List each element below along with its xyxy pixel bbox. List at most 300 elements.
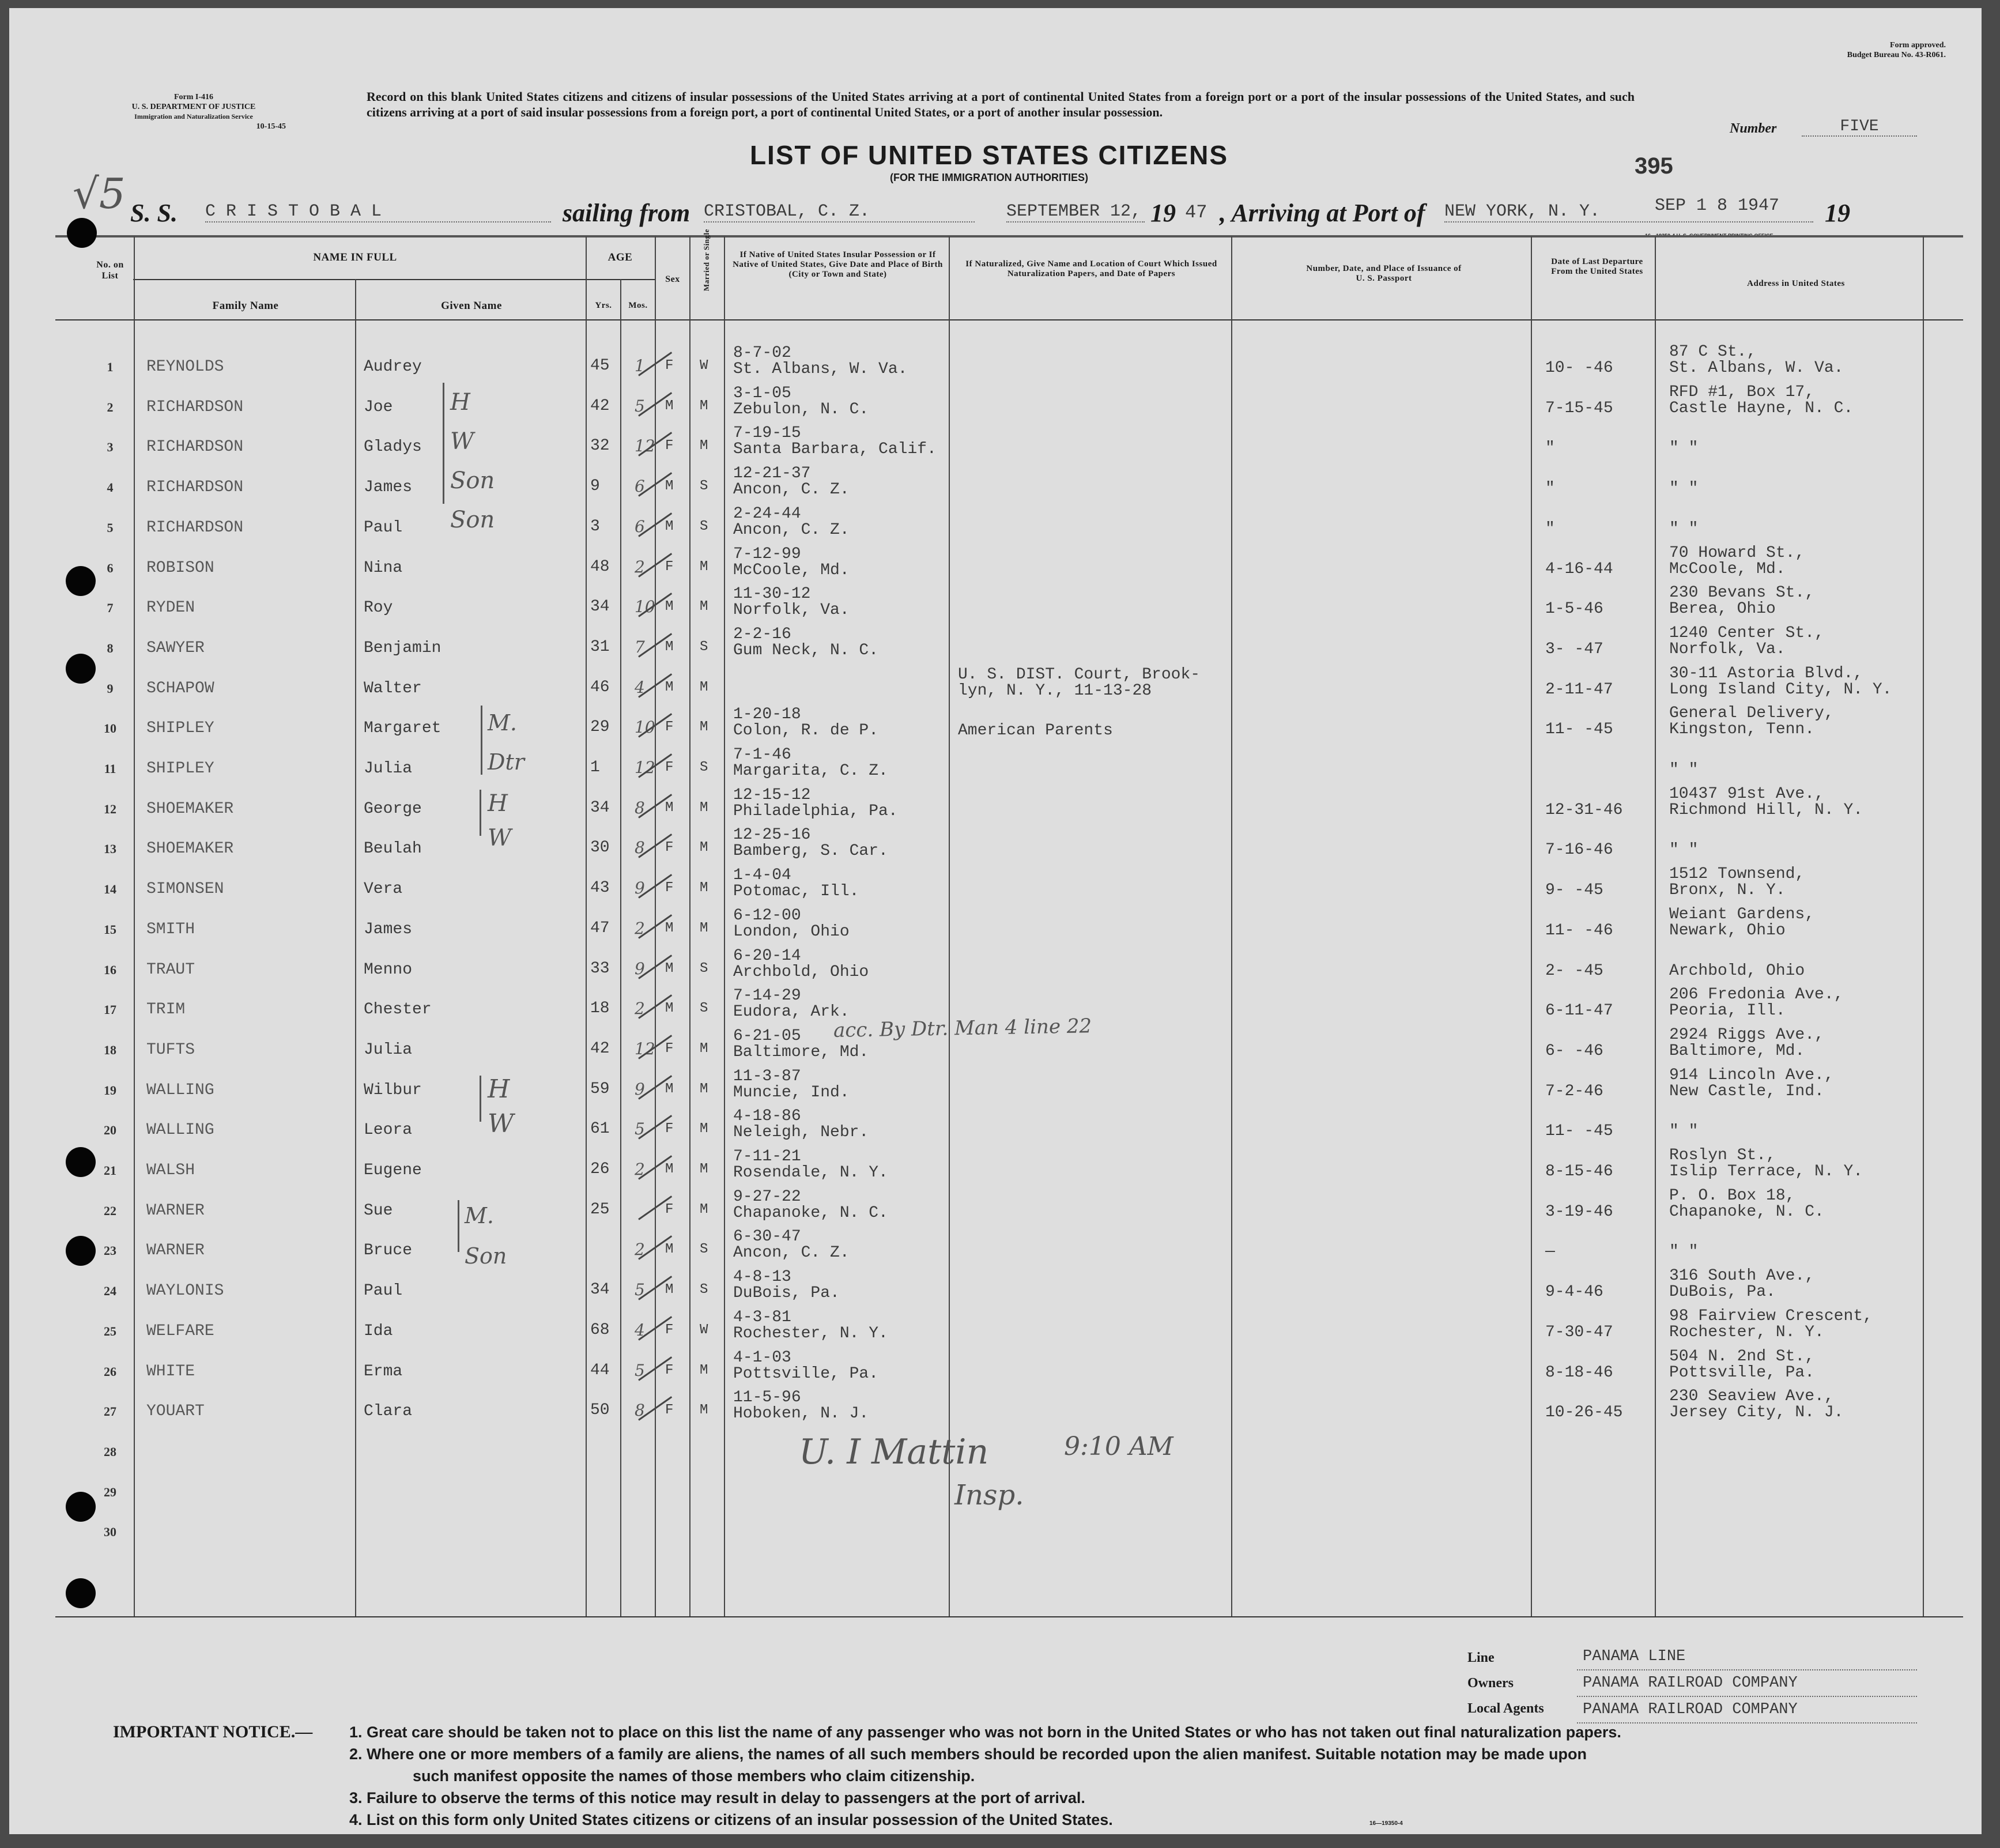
- age-months: 2: [635, 557, 645, 576]
- given-name: Roy: [364, 599, 393, 617]
- address-line-2: Berea, Ohio: [1669, 600, 1776, 618]
- birth-place: Norfolk, Va.: [733, 601, 850, 619]
- bracket-line: [443, 383, 444, 504]
- agents-label: Local Agents: [1467, 1701, 1544, 1716]
- birth-place: Archbold, Ohio: [733, 963, 869, 981]
- family-name: WHITE: [146, 1363, 195, 1381]
- sailing-date: SEPTEMBER 12,: [1006, 202, 1145, 222]
- birth-place: Muncie, Ind.: [733, 1084, 850, 1102]
- address-line-2: Newark, Ohio: [1669, 922, 1786, 940]
- birth-place: Neleigh, Nebr.: [733, 1123, 869, 1141]
- inspection-time: 9:10 AM: [1064, 1432, 1173, 1461]
- age-years: 42: [590, 1040, 610, 1058]
- family-name: TRIM: [146, 1001, 186, 1019]
- address-line-2: Baltimore, Md.: [1669, 1042, 1805, 1060]
- address-line-2: Bronx, N. Y.: [1669, 881, 1786, 899]
- page-title: LIST OF UNITED STATES CITIZENS: [749, 140, 1229, 170]
- age-years: 29: [590, 718, 610, 736]
- sex: M: [665, 1161, 674, 1177]
- address-line-2: " ": [1669, 1243, 1699, 1261]
- family-name: WALLING: [146, 1081, 214, 1099]
- given-name: Menno: [364, 961, 413, 979]
- row-number: 14: [104, 882, 116, 896]
- address-line-1: 206 Fredonia Ave.,: [1669, 986, 1844, 1004]
- age-months: 5: [635, 1119, 645, 1138]
- row-number: 6: [107, 561, 114, 575]
- given-name: Erma: [364, 1363, 403, 1381]
- mark-dtr: Dtr: [488, 749, 524, 775]
- marital-status: S: [700, 478, 708, 494]
- birth-place: McCoole, Md.: [733, 561, 850, 579]
- age-years: 61: [590, 1120, 610, 1138]
- given-name: Gladys: [364, 438, 422, 456]
- agents-value: PANAMA RAILROAD COMPANY: [1577, 1697, 1917, 1723]
- sex: F: [665, 840, 674, 855]
- family-name: TUFTS: [146, 1041, 195, 1059]
- form-service: Immigration and Naturalization Service: [134, 112, 253, 120]
- birth-date: 2-2-16: [733, 625, 791, 643]
- birth-date: 11-3-87: [733, 1068, 801, 1085]
- given-name: James: [364, 921, 413, 938]
- last-departure: 9-4-46: [1545, 1283, 1603, 1301]
- birth-place: Pottsville, Pa.: [733, 1365, 879, 1383]
- sex: F: [665, 438, 674, 454]
- last-departure: 4-16-44: [1545, 560, 1613, 578]
- notice-3: 3. Failure to observe the terms of this notice may result in delay to passengers at the port of arrival.: [349, 1789, 1085, 1806]
- naturalization: American Parents: [958, 722, 1113, 740]
- address-line-2: Jersey City, N. J.: [1669, 1404, 1844, 1421]
- header-passport: Number, Date, and Place of Issuance of U. S. Passport: [1306, 264, 1462, 283]
- birth-date: 12-25-16: [733, 826, 811, 844]
- marital-status: M: [700, 1081, 708, 1097]
- given-name: Walter: [364, 680, 422, 697]
- birth-date: 9-27-22: [733, 1188, 801, 1206]
- age-years: 43: [590, 879, 610, 897]
- sex: F: [665, 1363, 674, 1378]
- address-line-2: St. Albans, W. Va.: [1669, 359, 1844, 377]
- marital-status: M: [700, 1041, 708, 1057]
- mark-h: H: [488, 1074, 510, 1104]
- birth-date: 7-11-21: [733, 1148, 801, 1166]
- given-name: Beulah: [364, 840, 422, 858]
- given-name: Nina: [364, 559, 403, 577]
- sex: F: [665, 559, 674, 575]
- row-number: 25: [104, 1324, 116, 1338]
- family-name: RICHARDSON: [146, 519, 244, 537]
- row-number: 22: [104, 1204, 116, 1218]
- marital-status: S: [700, 1242, 708, 1257]
- ship-name: C R I S T O B A L: [205, 202, 551, 222]
- marital-status: M: [700, 1363, 708, 1378]
- age-years: 30: [590, 839, 610, 857]
- header-native: If Native of United States Insular Possession or If Native of United States, Give Date and Place of Birth (City or Town and State): [733, 250, 943, 279]
- mark-m: M.: [488, 710, 517, 736]
- last-departure: ": [1545, 439, 1555, 457]
- age-years: 3: [590, 518, 600, 535]
- last-departure: 3- -47: [1545, 640, 1603, 658]
- row-number: 29: [104, 1485, 116, 1499]
- row-number: 11: [104, 761, 116, 776]
- marital-status: M: [700, 840, 708, 855]
- last-departure: 7-15-45: [1545, 399, 1613, 417]
- age-years: 46: [590, 678, 610, 696]
- marital-status: M: [700, 1161, 708, 1177]
- row-number: 28: [104, 1445, 116, 1459]
- shoemaker-relations: [488, 786, 511, 855]
- last-departure: —: [1545, 1243, 1555, 1261]
- age-months: 8: [635, 1401, 645, 1420]
- birth-place: Ancon, C. Z.: [733, 1244, 850, 1262]
- last-departure: 7-16-46: [1545, 841, 1613, 859]
- age-years: 34: [590, 1281, 610, 1299]
- birth-date: 6-12-00: [733, 907, 801, 925]
- walling-relations: [488, 1072, 514, 1141]
- sex: M: [665, 639, 674, 655]
- address-line-1: RFD #1, Box 17,: [1669, 383, 1815, 401]
- age-months: 2: [635, 999, 645, 1018]
- given-name: Julia: [364, 760, 413, 778]
- last-departure: 12-31-46: [1545, 801, 1623, 819]
- col-divider-passport: [1531, 236, 1532, 1616]
- mark-son: Son: [465, 1243, 507, 1269]
- age-years: 32: [590, 437, 610, 455]
- birth-date: 7-12-99: [733, 545, 801, 563]
- address-line-1: Roslyn St.,: [1669, 1146, 1776, 1164]
- address-line-2: " ": [1669, 480, 1699, 497]
- inspector-title: Insp.: [954, 1479, 1024, 1511]
- mark-m: M.: [465, 1203, 494, 1228]
- bracket-line: [481, 706, 482, 775]
- col-divider-ms: [724, 236, 725, 1616]
- family-name: RICHARDSON: [146, 438, 244, 456]
- address-line-1: 87 C St.,: [1669, 343, 1757, 361]
- binder-hole: [66, 1236, 96, 1266]
- birth-place: Santa Barbara, Calif.: [733, 440, 937, 458]
- address-line-1: Weiant Gardens,: [1669, 906, 1815, 923]
- header-yrs: Yrs.: [595, 301, 612, 310]
- row-number: 23: [104, 1243, 116, 1258]
- marital-status: M: [700, 1402, 708, 1418]
- row-number: 8: [107, 641, 114, 655]
- departure-port: CRISTOBAL, C. Z.: [704, 202, 975, 222]
- row-number: 2: [107, 400, 114, 414]
- warner-relations: [465, 1195, 507, 1276]
- age-months: 12: [635, 758, 655, 777]
- sex: M: [665, 478, 674, 494]
- header-given-name: Given Name: [441, 300, 502, 312]
- header-married-single: Married or Single: [702, 229, 711, 291]
- birth-date: 1-20-18: [733, 706, 801, 723]
- owners-value: PANAMA RAILROAD COMPANY: [1577, 1670, 1917, 1697]
- sex: M: [665, 1001, 674, 1016]
- sex: M: [665, 519, 674, 534]
- age-years: 44: [590, 1362, 610, 1379]
- last-departure: 11- -45: [1545, 1122, 1613, 1140]
- address-line-2: Chapanoke, N. C.: [1669, 1203, 1824, 1221]
- address-line-1: 70 Howard St.,: [1669, 544, 1805, 562]
- manifest-sheet: [9, 8, 1982, 1834]
- row-number: 3: [107, 440, 114, 454]
- sex: M: [665, 921, 674, 936]
- address-line-1: 2924 Riggs Ave.,: [1669, 1026, 1824, 1044]
- row-number: 7: [107, 601, 114, 615]
- marital-status: S: [700, 961, 708, 976]
- row-number: 13: [104, 842, 116, 856]
- given-name: Ida: [364, 1322, 393, 1340]
- col-divider-yrs: [620, 279, 621, 1616]
- last-departure: 8-18-46: [1545, 1364, 1613, 1382]
- col-divider-address: [1923, 236, 1924, 1616]
- address-line-1: 98 Fairview Crescent,: [1669, 1307, 1873, 1325]
- row-number: 9: [107, 681, 114, 696]
- approval-text: Form approved.: [1890, 41, 1946, 50]
- age-years: 50: [590, 1401, 610, 1419]
- sex: F: [665, 1041, 674, 1057]
- check-mark-hand: √5: [73, 169, 126, 218]
- birth-place: Baltimore, Md.: [733, 1043, 869, 1061]
- age-years: 25: [590, 1201, 610, 1219]
- mark-son: Son: [450, 507, 495, 533]
- binder-hole: [66, 1147, 96, 1177]
- birth-place: Eudora, Ark.: [733, 1003, 850, 1021]
- naturalization-2: lyn, N. Y., 11-13-28: [958, 682, 1152, 700]
- budget-text: Budget Bureau No. 43-R061.: [1847, 51, 1946, 59]
- family-name: SHOEMAKER: [146, 840, 234, 858]
- notice-2a: 2. Where one or more members of a family are aliens, the names of all such members should be recorded upon the alien manifest. Suitable notation may be made upon: [349, 1745, 1587, 1763]
- marital-status: M: [700, 438, 708, 454]
- address-line-2: Islip Terrace, N. Y.: [1669, 1163, 1863, 1181]
- notice-2b: such manifest opposite the names of those members who claim citizenship.: [413, 1767, 975, 1785]
- birth-place: St. Albans, W. Va.: [733, 360, 908, 378]
- row-number: 21: [104, 1163, 116, 1178]
- birth-place: Philadelphia, Pa.: [733, 802, 898, 820]
- sailing-label: sailing from: [563, 199, 690, 227]
- header-name-in-full: NAME IN FULL: [313, 251, 397, 263]
- birth-date: 3-1-05: [733, 384, 791, 402]
- marital-status: M: [700, 921, 708, 936]
- last-departure: ": [1545, 480, 1555, 497]
- address-line-1: 504 N. 2nd St.,: [1669, 1348, 1815, 1366]
- last-departure: 1-5-46: [1545, 600, 1603, 618]
- given-name: Audrey: [364, 358, 422, 376]
- row-number: 5: [107, 521, 114, 535]
- col-divider-native: [949, 236, 950, 1616]
- address-line-2: " ": [1669, 841, 1699, 859]
- sex: F: [665, 358, 674, 374]
- arriving-label: , Arriving at Port of: [1220, 199, 1425, 227]
- address-line-1: 230 Bevans St.,: [1669, 584, 1815, 602]
- row-number: 15: [104, 922, 116, 937]
- age-years: 59: [590, 1080, 610, 1098]
- mark-h: H: [450, 389, 470, 416]
- family-name: RICHARDSON: [146, 478, 244, 496]
- number-value: FIVE: [1802, 118, 1917, 137]
- row-number: 1: [107, 360, 114, 374]
- age-years: 26: [590, 1160, 610, 1178]
- family-name: WALSH: [146, 1161, 195, 1179]
- mark-h: H: [488, 790, 508, 817]
- address-line-2: Archbold, Ohio: [1669, 962, 1805, 980]
- shipley-relations: [488, 703, 524, 782]
- age-years: 47: [590, 919, 610, 937]
- age-months: 6: [635, 477, 645, 496]
- family-name: YOUART: [146, 1402, 205, 1420]
- given-name: Bruce: [364, 1242, 413, 1259]
- line-label: Line: [1467, 1650, 1495, 1665]
- row-number: 20: [104, 1123, 116, 1137]
- address-line-1: 30-11 Astoria Blvd.,: [1669, 665, 1863, 682]
- header-bottom-border: [55, 319, 1963, 320]
- marital-status: W: [700, 358, 708, 374]
- birth-place: Ancon, C. Z.: [733, 521, 850, 539]
- last-departure: 2-11-47: [1545, 681, 1613, 699]
- address-line-1: 1240 Center St.,: [1669, 624, 1824, 642]
- last-departure: 7-30-47: [1545, 1323, 1613, 1341]
- sex: M: [665, 1242, 674, 1257]
- family-name: SMITH: [146, 921, 195, 938]
- marital-status: M: [700, 1121, 708, 1137]
- arrival-port: NEW YORK, N. Y.: [1444, 202, 1813, 222]
- last-departure: 8-15-46: [1545, 1163, 1613, 1181]
- birth-date: 4-3-81: [733, 1308, 791, 1326]
- row-number: 18: [104, 1043, 116, 1057]
- address-line-2: Kingston, Tenn.: [1669, 721, 1815, 738]
- notice-1: 1. Great care should be taken not to place on this list the name of any passenger who was not born in the United States or who has not taken out final naturalization papers.: [349, 1723, 1621, 1741]
- number-label: Number: [1730, 121, 1777, 136]
- address-line-1: 316 South Ave.,: [1669, 1267, 1815, 1285]
- given-name: Eugene: [364, 1161, 422, 1179]
- table-bottom-border: [55, 1616, 1963, 1617]
- family-name: REYNOLDS: [146, 358, 224, 376]
- family-name: SHOEMAKER: [146, 800, 234, 818]
- bracket-line: [458, 1200, 459, 1252]
- age-years: 9: [590, 477, 600, 495]
- given-name: James: [364, 478, 413, 496]
- birth-place: Margarita, C. Z.: [733, 762, 888, 780]
- age-months: 10: [635, 597, 655, 616]
- sex: F: [665, 1402, 674, 1418]
- header-no-on-list: No. on List: [96, 260, 124, 281]
- form-date: 10-15-45: [256, 122, 286, 131]
- bracket-line: [480, 790, 481, 836]
- given-name: Margaret: [364, 719, 441, 737]
- row-number: 24: [104, 1284, 116, 1298]
- birth-date: 4-8-13: [733, 1268, 791, 1286]
- last-departure: 3-19-46: [1545, 1203, 1613, 1221]
- given-name: Sue: [364, 1202, 393, 1220]
- line-value: PANAMA LINE: [1577, 1644, 1917, 1670]
- age-months: 4: [635, 678, 645, 697]
- header-family-name: Family Name: [212, 300, 279, 312]
- age-years: 34: [590, 799, 610, 817]
- sex: F: [665, 880, 674, 896]
- marital-status: S: [700, 1001, 708, 1016]
- address-line-1: 230 Seaview Ave.,: [1669, 1387, 1834, 1405]
- marital-status: S: [700, 1282, 708, 1298]
- given-name: Paul: [364, 1282, 403, 1300]
- age-years: 33: [590, 960, 610, 978]
- birth-place: Ancon, C. Z.: [733, 481, 850, 499]
- birth-place: Potomac, Ill.: [733, 882, 859, 900]
- col-divider-no: [134, 236, 135, 1616]
- age-months: 10: [635, 718, 655, 737]
- birth-date: 11-5-96: [733, 1389, 801, 1406]
- last-departure: 11- -45: [1545, 721, 1613, 738]
- last-departure: 2- -45: [1545, 962, 1603, 980]
- age-years: 45: [590, 357, 610, 375]
- row-number: 30: [104, 1525, 116, 1539]
- marital-status: M: [700, 398, 708, 414]
- family-name: TRAUT: [146, 961, 195, 979]
- birth-date: 7-1-46: [733, 746, 791, 764]
- family-name: SCHAPOW: [146, 680, 214, 697]
- birth-date: 11-30-12: [733, 585, 811, 603]
- age-years: 48: [590, 558, 610, 576]
- address-line-2: " ": [1669, 761, 1699, 779]
- sex: F: [665, 1202, 674, 1217]
- binder-hole: [66, 1492, 96, 1522]
- last-departure: ": [1545, 520, 1555, 538]
- name-header-rule: [133, 279, 629, 280]
- age-years: 31: [590, 638, 610, 656]
- notice-4: 4. List on this form only United States citizens or citizens of an insular possession of the United States.: [349, 1811, 1113, 1828]
- row-number: 12: [104, 802, 116, 816]
- age-months: 5: [635, 1361, 645, 1380]
- address-line-1: 1512 Townsend,: [1669, 865, 1805, 883]
- form-id: Form I-416: [173, 93, 214, 101]
- sex: F: [665, 1322, 674, 1338]
- birth-date: 6-30-47: [733, 1228, 801, 1246]
- footer-labels: [1467, 1645, 1544, 1721]
- birth-date: 1-4-04: [733, 866, 791, 884]
- age-years: 18: [590, 1000, 610, 1017]
- birth-date: 4-1-03: [733, 1349, 791, 1367]
- marital-status: W: [700, 1322, 708, 1338]
- address-line-1: General Delivery,: [1669, 704, 1834, 722]
- age-months: 2: [635, 1240, 645, 1259]
- given-name: Vera: [364, 880, 403, 898]
- family-name: WARNER: [146, 1242, 205, 1259]
- age-months: 9: [635, 1080, 645, 1099]
- age-months: 2: [635, 1160, 645, 1179]
- address-line-2: Peoria, Ill.: [1669, 1002, 1786, 1020]
- address-line-2: McCoole, Md.: [1669, 560, 1786, 578]
- given-name: Joe: [364, 398, 393, 416]
- age-months: 12: [635, 1039, 655, 1058]
- marital-status: M: [700, 880, 708, 896]
- address-line-1: P. O. Box 18,: [1669, 1187, 1795, 1205]
- birth-place: Rosendale, N. Y.: [733, 1164, 888, 1182]
- birth-date: 6-21-05: [733, 1027, 801, 1045]
- age-months: 8: [635, 798, 645, 817]
- address-line-1: 914 Lincoln Ave.,: [1669, 1066, 1834, 1084]
- sex: M: [665, 800, 674, 816]
- col-divider-naturalized: [1231, 236, 1232, 1616]
- marital-status: S: [700, 639, 708, 655]
- stamp-number: 395: [1635, 153, 1673, 179]
- binder-hole: [66, 1578, 96, 1608]
- year-prefix: 19: [1150, 199, 1176, 227]
- header-departure: Date of Last Departure From the United States: [1551, 257, 1643, 276]
- address-line-2: Norfolk, Va.: [1669, 640, 1786, 658]
- col-divider-sex: [689, 236, 690, 1616]
- given-name: Wilbur: [364, 1081, 422, 1099]
- age-months: 1: [635, 356, 645, 375]
- age-months: 5: [635, 1280, 645, 1299]
- ss-label: S. S.: [130, 199, 178, 227]
- sailing-year: 47: [1185, 202, 1207, 223]
- last-departure: 6- -46: [1545, 1042, 1603, 1060]
